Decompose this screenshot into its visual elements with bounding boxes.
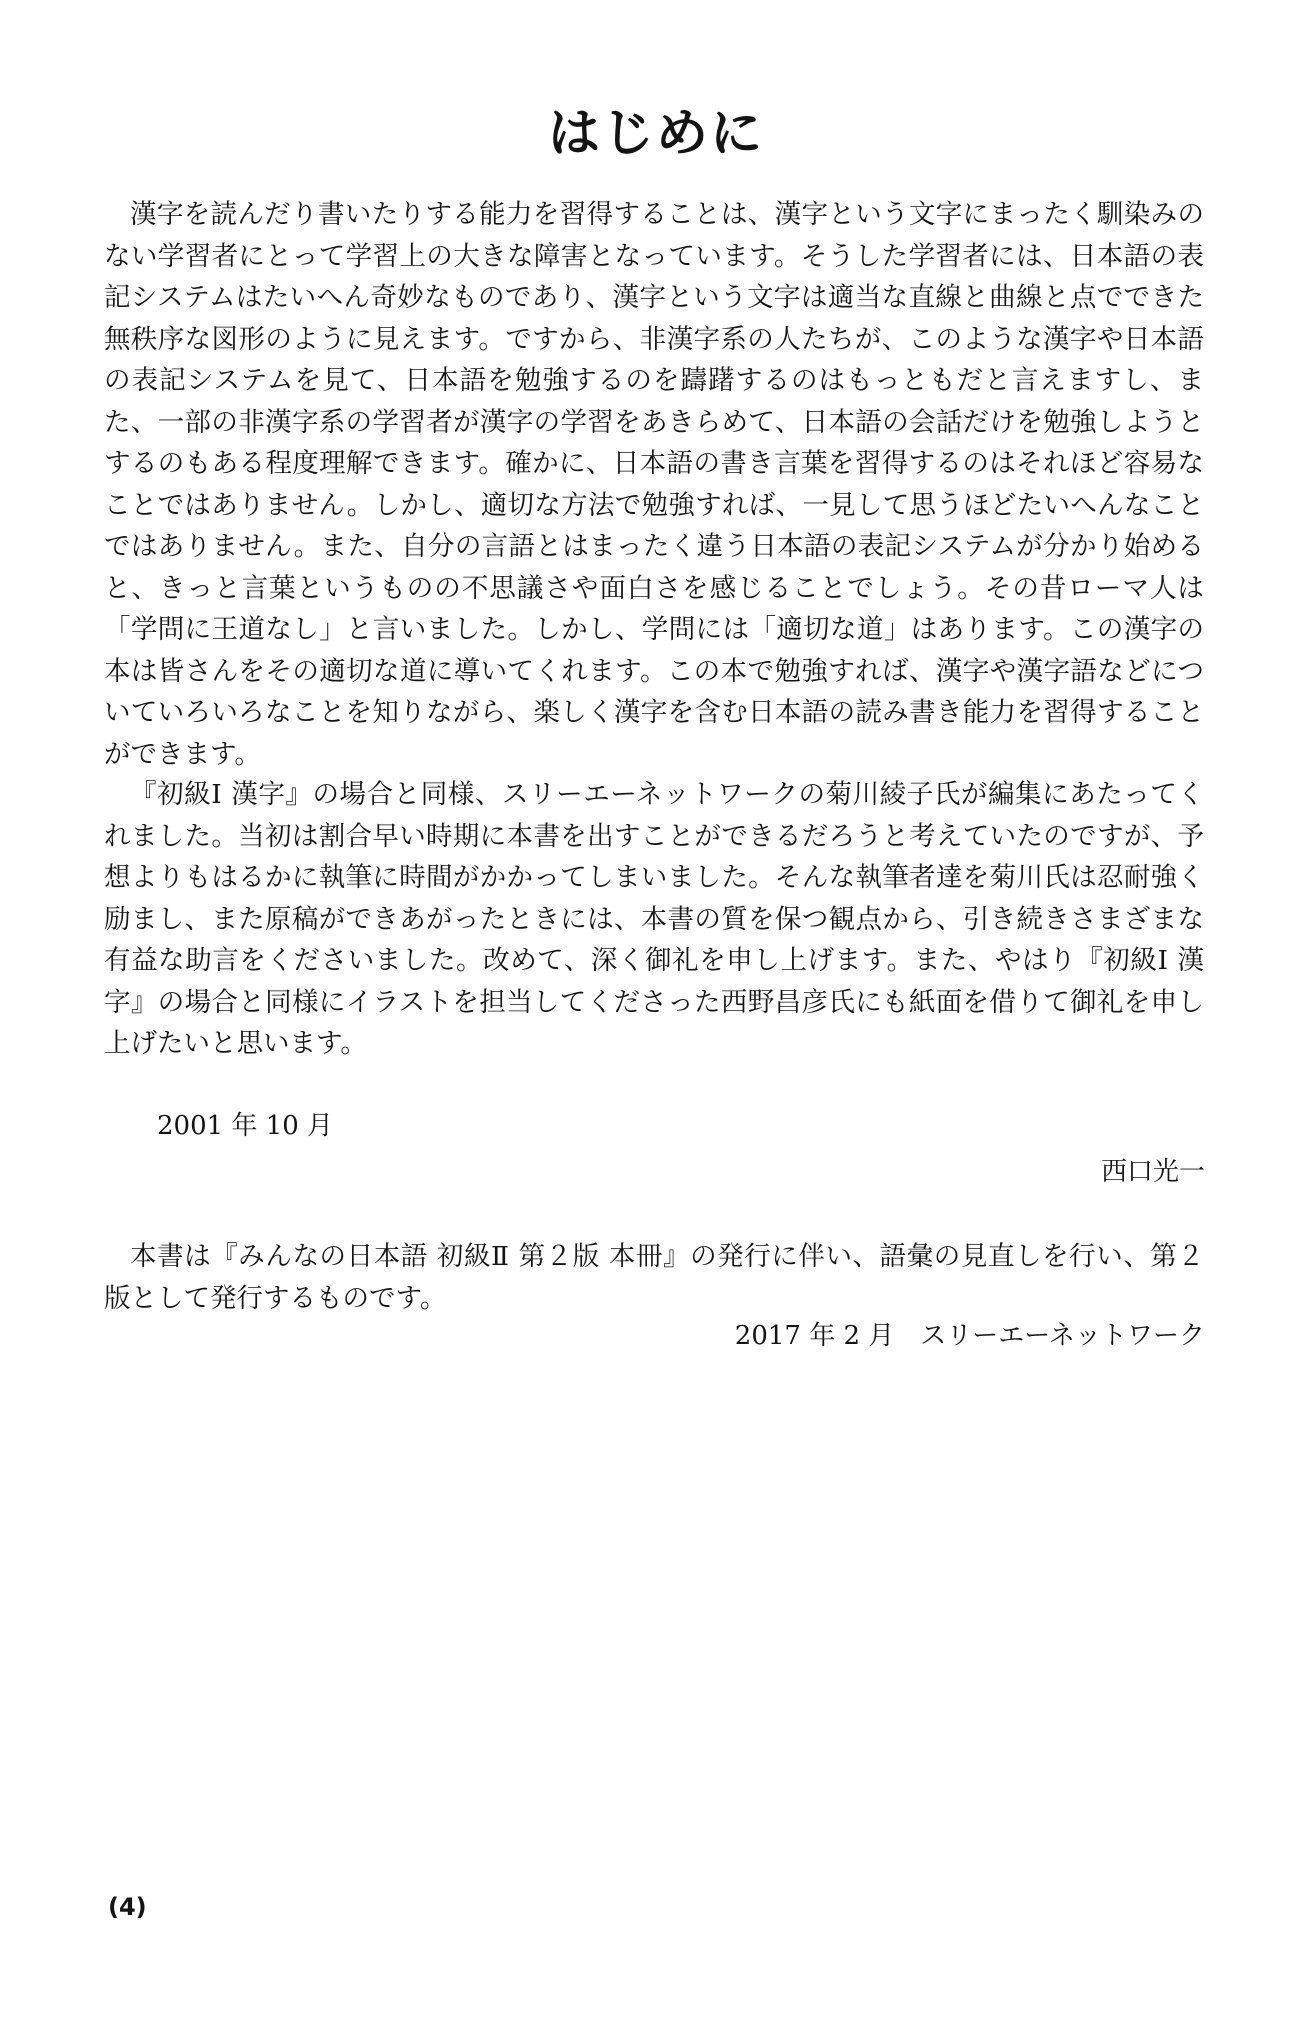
edition-note-signature: 2017 年 2 月 スリーエーネットワーク (734, 1321, 1205, 1351)
page-number: (4) (108, 1893, 147, 1921)
body-paragraph-2: 『初級Ⅰ 漢字』の場合と同様、スリーエーネットワークの菊川綾子氏が編集にあたってくれました。当初は割合早い時期に本書を出すことができるだろうと考えていたのですが、予想よりもはるかに執筆に時間がかかってしまいました。そんな執筆者達を菊川氏は忍耐強く励まし、また原稿ができあがったときには、本書の質を保つ観点から、引き続きさまざまな有益な助言をくださいました。改めて、深く御礼を申し上げます。また、やはり『初級Ⅰ 漢字』の場合と同様にイラストを担当してくださった西野昌彦氏にも紙面を借りて御礼を申し上げたいと思います。 (104, 779, 1204, 1059)
author-name: 西口光一 (1100, 1157, 1205, 1187)
body-paragraph-1: 漢字を読んだり書いたりする能力を習得することは、漢字という文字にまったく馴染みのない学習者にとって学習上の大きな障害となっています。そうした学習者には、日本語の表記システムはたいへん奇妙なものであり、漢字という文字は適当な直線と曲線と点でできた無秩序な図形のように見えます。ですから、非漢字系の人たちが、このような漢字や日本語の表記システムを見て、日本語を勉強するのを躊躇するのはもっともだと言えますし、また、一部の非漢字系の学習者が漢字の学習をあきらめて、日本語の会話だけを勉強しようとするのもある程度理解できます。確かに、日本語の書き言葉を習得するのはそれほど容易なことではありません。しかし、適切な方法で勉強すれば、一見して思うほどたいへんなことではありません。また、自分の言語とはまったく違う日本語の表記システムが分かり始めると、きっと言葉というものの不思議さや面白さを感じることでしょう。その昔ローマ人は「学問に王道なし」と言いました。しかし、学問には「適切な道」はあります。この漢字の本は皆さんをその適切な道に導いてくれます。この本で勉強すれば、漢字や漢字語などについていろいろなことを知りながら、楽しく漢字を含む日本語の読み書き能力を習得することができます。 (104, 199, 1204, 770)
edition-note: 本書は『みんなの日本語 初級Ⅱ 第２版 本冊』の発行に伴い、語彙の見直しを行い、第２版として発行するものです。 (104, 1241, 1204, 1314)
page-title: はじめに (547, 104, 764, 164)
preface-date: 2001 年 10 月 (157, 1111, 334, 1141)
